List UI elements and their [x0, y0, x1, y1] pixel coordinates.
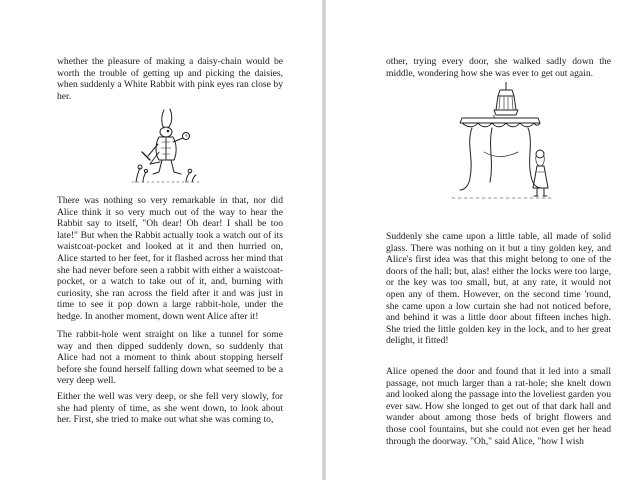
right-paragraph-1: other, trying every door, she walked sadly down the middle, wondering how she was ever to get out again.	[386, 56, 611, 79]
left-paragraph-2: There was nothing so very remarkable in that, nor did Alice think it so very much out of the way to hear the Rabbit say to itself, "Oh dear! Oh dear! I shall be too late!" But when the Rabbit actually took a watch out of its waistcoat-pocket and looked at it and then hurried on, Alice started to her feet, for it flashed across her mind that she had never before seen a rabbit with either a waistcoat-pocket, or a watch to take out of it, and, burning with curiosity, she ran across the field after it and was just in time to see it pop down a large rabbit-hole, under the hedge. In another moment, down went Alice after it!	[57, 195, 283, 322]
right-paragraph-3: Alice opened the door and found that it led into a small passage, not much larger than a rat-hole; she knelt down and looked along the passage into the loveliest garden you ever saw. How she longed to get out of that dark hall and wander about among those beds of bright flowers and those cool fountains, but she could not even get her head through the doorway. "Oh," said Alice, "how I wish	[386, 366, 611, 447]
white-rabbit-illustration	[128, 106, 204, 184]
right-paragraph-2: Suddenly she came upon a little table, all made of solid glass. There was nothing on it but a tiny golden key, and Alice's first idea was that this might belong to one of the doors of the hall; but, alas! either the locks were too large, or the key was too small, but, at any rate, it would not open any of them. However, on the second time 'round, she came upon a low curtain she had not noticed before, and behind it was a little door about fifteen inches high. She tried the little golden key in the lock, and to her great delight, it fitted!	[386, 231, 611, 347]
glass-table-illustration	[448, 82, 558, 202]
right-page	[326, 0, 640, 480]
left-paragraph-1: whether the pleasure of making a daisy-chain would be worth the trouble of getting up and picking the daisies, when suddenly a White Rabbit with pink eyes ran close by her.	[57, 56, 283, 102]
left-paragraph-3: The rabbit-hole went straight on like a tunnel for some way and then dipped suddenly down, so suddenly that Alice had not a moment to think about stopping herself before she found herself falling down what seemed to be a very deep well.	[57, 329, 283, 387]
left-paragraph-4: Either the well was very deep, or she fell very slowly, for she had plenty of time, as she went down, to look about her. First, she tried to make out what she was coming to,	[57, 391, 283, 426]
